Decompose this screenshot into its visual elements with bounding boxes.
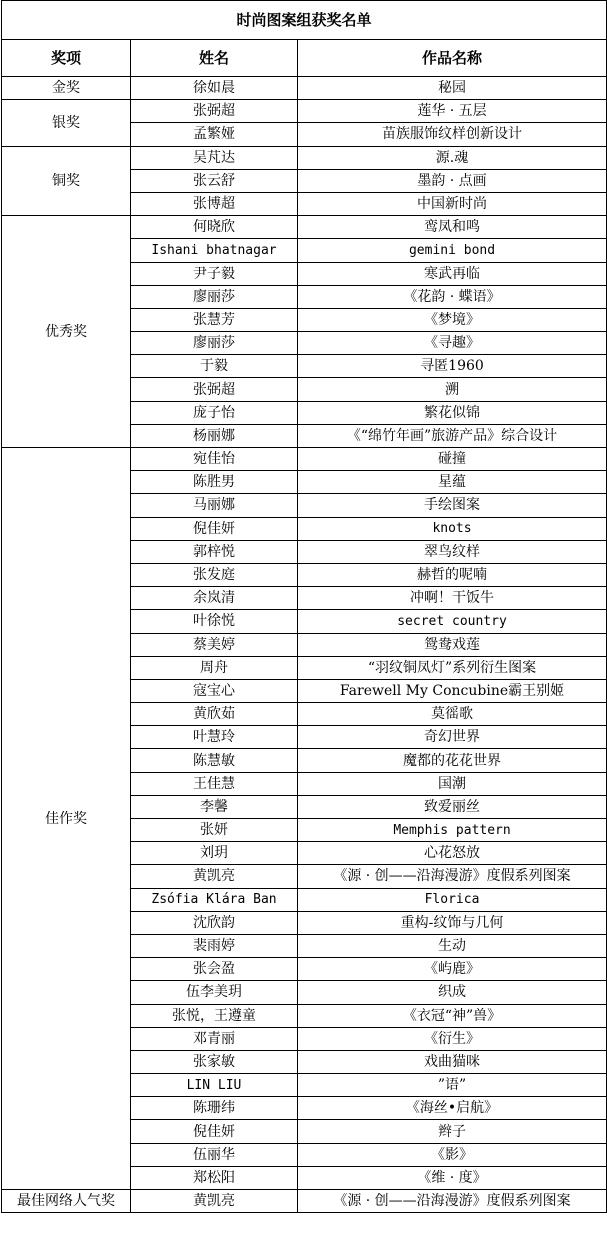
winner-name-cell: 黄欣茹 [131,703,298,726]
work-title-cell: secret country [298,610,607,633]
work-title-cell: 重构-纹饰与几何 [298,911,607,934]
winner-name-cell: 张发庭 [131,563,298,586]
work-title-cell: 《花韵 · 蝶语》 [298,285,607,308]
work-title-cell: 《源 · 创——沿海漫游》度假系列图案 [298,865,607,888]
table-row [2,77,607,100]
work-title-cell: 《衣冠“神”兽》 [298,1004,607,1027]
winner-name-cell: 廖丽莎 [131,285,298,308]
work-title-cell: 碰撞 [298,448,607,471]
winner-name-cell: 寇宝心 [131,679,298,702]
winner-name-cell: 郭梓悦 [131,540,298,563]
winner-name-cell: 沈欣韵 [131,911,298,934]
winner-name-cell: 尹子毅 [131,262,298,285]
work-title-cell: 辫子 [298,1120,607,1143]
table-row [2,216,607,239]
table-row [2,100,607,123]
winner-name-cell: 伍李美玥 [131,981,298,1004]
work-title-cell: 翠鸟纹样 [298,540,607,563]
winner-name-cell: 张会盈 [131,958,298,981]
work-title-cell: 《寻趣》 [298,332,607,355]
header-name: 姓名 [131,40,298,77]
work-title-cell: Farewell My Concubine霸王别姬 [298,679,607,702]
winner-name-cell: 伍丽华 [131,1143,298,1166]
work-title-cell: knots [298,517,607,540]
header-award: 奖项 [2,40,131,77]
work-title-cell: gemini bond [298,239,607,262]
winner-name-cell: 张妍 [131,819,298,842]
winner-name-cell: 郑松阳 [131,1166,298,1189]
work-title-cell: 《源 · 创——沿海漫游》度假系列图案 [298,1190,607,1213]
winner-name-cell: LIN LIU [131,1074,298,1097]
work-title-cell: 《海丝•启航》 [298,1097,607,1120]
work-title-cell: 生动 [298,934,607,957]
winner-name-cell: 马丽娜 [131,494,298,517]
winner-name-cell: 陈珊纬 [131,1097,298,1120]
winner-name-cell: 庞子怡 [131,401,298,424]
winner-name-cell: 陈慧敏 [131,749,298,772]
work-title-cell: 《“绵竹年画”旅游产品》综合设计 [298,424,607,447]
award-cell: 银奖 [2,100,131,146]
winner-name-cell: 叶慧玲 [131,726,298,749]
table-row [2,1190,607,1213]
work-title-cell: 赫哲的呢喃 [298,563,607,586]
work-title-cell: “羽纹铜凤灯”系列衍生图案 [298,656,607,679]
work-title-cell: 寒武再临 [298,262,607,285]
award-cell: 金奖 [2,77,131,100]
winner-name-cell: Zsófia Klára Ban [131,888,298,911]
work-title-cell: 心花怒放 [298,842,607,865]
winner-name-cell: 张弼超 [131,100,298,123]
winner-name-cell: 王佳慧 [131,772,298,795]
winner-name-cell: 于毅 [131,355,298,378]
work-title-cell: Florica [298,888,607,911]
work-title-cell: 冲啊！干饭牛 [298,587,607,610]
work-title-cell: 戏曲猫咪 [298,1050,607,1073]
work-title-cell: 中国新时尚 [298,192,607,215]
table-row [2,448,607,471]
work-title-cell: ”语” [298,1074,607,1097]
award-cell: 佳作奖 [2,448,131,1190]
work-title-cell: 奇幻世界 [298,726,607,749]
winner-name-cell: 余岚清 [131,587,298,610]
winner-name-cell: 张慧芳 [131,308,298,331]
work-title-cell: 秘园 [298,77,607,100]
work-title-cell: 织成 [298,981,607,1004]
header-work: 作品名称 [298,40,607,77]
work-title-cell: 《屿鹿》 [298,958,607,981]
work-title-cell: 寻匿1960 [298,355,607,378]
winner-name-cell: 叶徐悦 [131,610,298,633]
winner-name-cell: 陈胜男 [131,471,298,494]
table-row [2,146,607,169]
winner-name-cell: 张云舒 [131,169,298,192]
work-title-cell: 莲华 · 五层 [298,100,607,123]
work-title-cell: 国潮 [298,772,607,795]
work-title-cell: 溯 [298,378,607,401]
winner-name-cell: 蔡美婷 [131,633,298,656]
winner-name-cell: 张家敏 [131,1050,298,1073]
award-table-body [2,77,607,1213]
work-title-cell: 《衍生》 [298,1027,607,1050]
work-title-cell: 苗族服饰纹样创新设计 [298,123,607,146]
work-title-cell: Memphis pattern [298,819,607,842]
winner-name-cell: 宛佳怡 [131,448,298,471]
award-cell: 铜奖 [2,146,131,216]
winner-name-cell: Ishani bhatnagar [131,239,298,262]
winner-name-cell: 周舟 [131,656,298,679]
winner-name-cell: 张弼超 [131,378,298,401]
winner-name-cell: 刘玥 [131,842,298,865]
work-title-cell: 星蕴 [298,471,607,494]
winner-name-cell: 张博超 [131,192,298,215]
work-title-cell: 繁花似锦 [298,401,607,424]
work-title-cell: 《梦境》 [298,308,607,331]
award-cell: 优秀奖 [2,216,131,448]
work-title-cell: 源.魂 [298,146,607,169]
winner-name-cell: 倪佳妍 [131,1120,298,1143]
award-cell: 最佳网络人气奖 [2,1190,131,1213]
winner-name-cell: 吴芃达 [131,146,298,169]
winner-name-cell: 何晓欣 [131,216,298,239]
work-title-cell: 墨韵 · 点画 [298,169,607,192]
winner-name-cell: 孟繁娅 [131,123,298,146]
winner-name-cell: 倪佳妍 [131,517,298,540]
table-title: 时尚图案组获奖名单 [2,1,607,40]
work-title-cell: 《影》 [298,1143,607,1166]
winner-name-cell: 黄凯亮 [131,1190,298,1213]
work-title-cell: 手绘图案 [298,494,607,517]
winner-name-cell: 张悦，王遵童 [131,1004,298,1027]
work-title-cell: 《维 · 度》 [298,1166,607,1189]
winner-name-cell: 徐如晨 [131,77,298,100]
winner-name-cell: 李馨 [131,795,298,818]
winner-name-cell: 黄凯亮 [131,865,298,888]
work-title-cell: 致爱丽丝 [298,795,607,818]
work-title-cell: 鸳鸯戏莲 [298,633,607,656]
winner-name-cell: 裴雨婷 [131,934,298,957]
winner-name-cell: 邓青丽 [131,1027,298,1050]
award-table [1,0,607,1213]
winner-name-cell: 廖丽莎 [131,332,298,355]
work-title-cell: 莫徭歌 [298,703,607,726]
work-title-cell: 鸾凤和鸣 [298,216,607,239]
winner-name-cell: 杨丽娜 [131,424,298,447]
work-title-cell: 魔都的花花世界 [298,749,607,772]
